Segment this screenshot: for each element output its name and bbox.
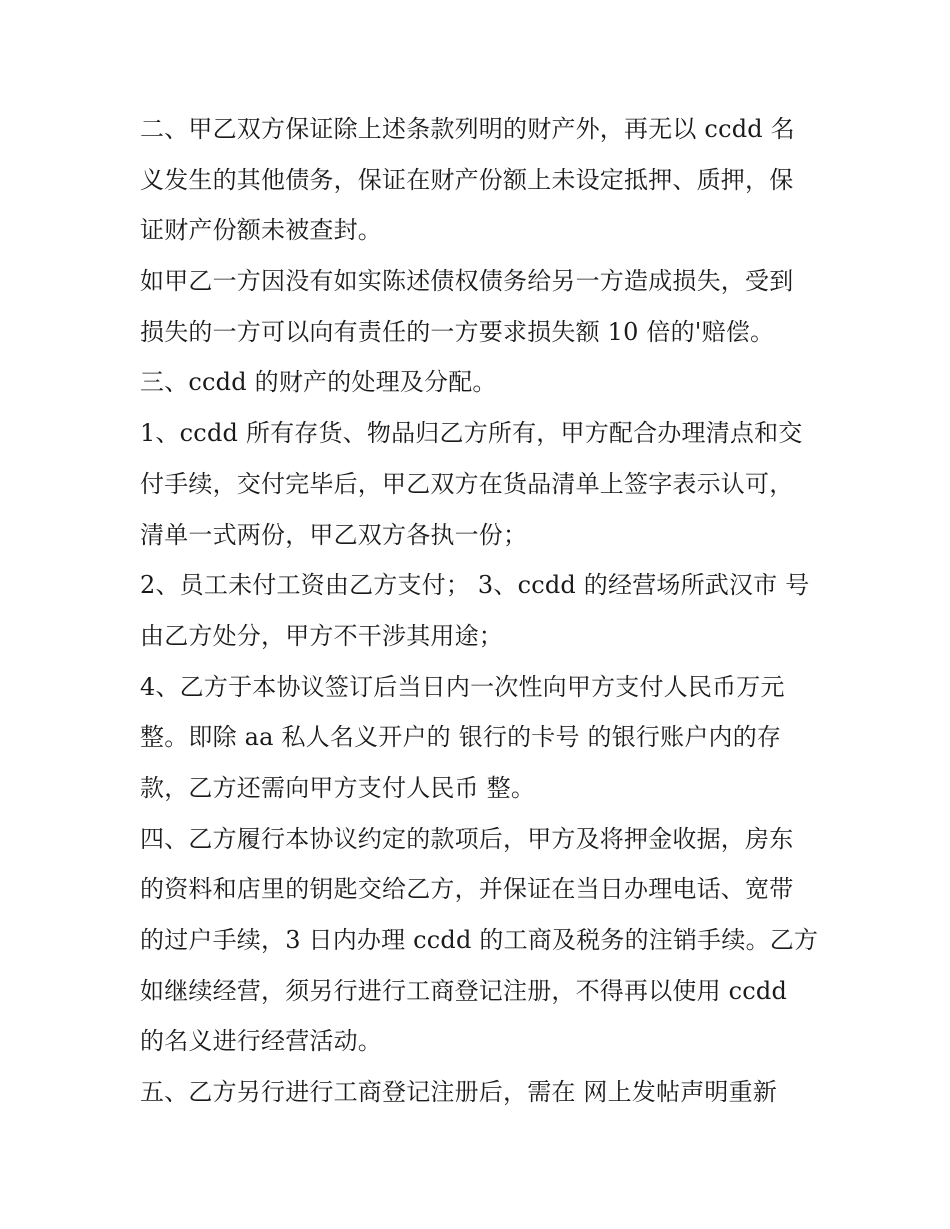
document-body xyxy=(140,104,820,1118)
text-line: 如甲乙一方因没有如实陈述债权债务给另一方造成损失，受到 xyxy=(140,267,794,296)
text-line: 1、ccdd 所有存货、物品归乙方所有，甲方配合办理清点和交 xyxy=(140,419,803,448)
text-line: 四、乙方履行本协议约定的款项后，甲方及将押金收据，房东 xyxy=(140,824,794,853)
text-line: 的名义进行经营活动。 xyxy=(140,1027,382,1056)
text-line: 付手续，交付完毕后，甲乙双方在货品清单上签字表示认可， xyxy=(140,469,794,498)
text-line: 整。即除 aa 私人名义开户的 银行的卡号 的银行账户内的存 xyxy=(140,723,782,752)
text-line: 由乙方处分，甲方不干涉其用途； xyxy=(140,621,503,650)
text-line: 清单一式两份，甲乙双方各执一份； xyxy=(140,520,528,549)
text-line: 证财产份额未被查封。 xyxy=(140,216,382,245)
text-line: 4、乙方于本协议签订后当日内一次性向甲方支付人民币万元 xyxy=(140,672,785,701)
text-line: 如继续经营，须另行进行工商登记注册，不得再以使用 ccdd xyxy=(140,976,788,1005)
text-line: 的资料和店里的钥匙交给乙方，并保证在当日办理电话、宽带 xyxy=(140,875,794,904)
text-line: 损失的一方可以向有责任的一方要求损失额 10 倍的'赔偿。 xyxy=(140,317,775,346)
text-line: 的过户手续，3 日内办理 ccdd 的工商及税务的注销手续。乙方 xyxy=(140,926,819,954)
text-line: 五、乙方另行进行工商登记注册后，需在 网上发帖声明重新 xyxy=(140,1078,778,1107)
text-line: 三、ccdd 的财产的处理及分配。 xyxy=(140,368,497,397)
text-line: 二、甲乙双方保证除上述条款列明的财产外，再无以 ccdd 名 xyxy=(140,115,795,143)
text-line: 2、员工未付工资由乙方支付； 3、ccdd 的经营场所武汉市 号 xyxy=(140,571,810,600)
text-line: 款，乙方还需向甲方支付人民币 整。 xyxy=(140,773,536,802)
text-line: 义发生的其他债务，保证在财产份额上未设定抵押、质押，保 xyxy=(140,165,794,194)
